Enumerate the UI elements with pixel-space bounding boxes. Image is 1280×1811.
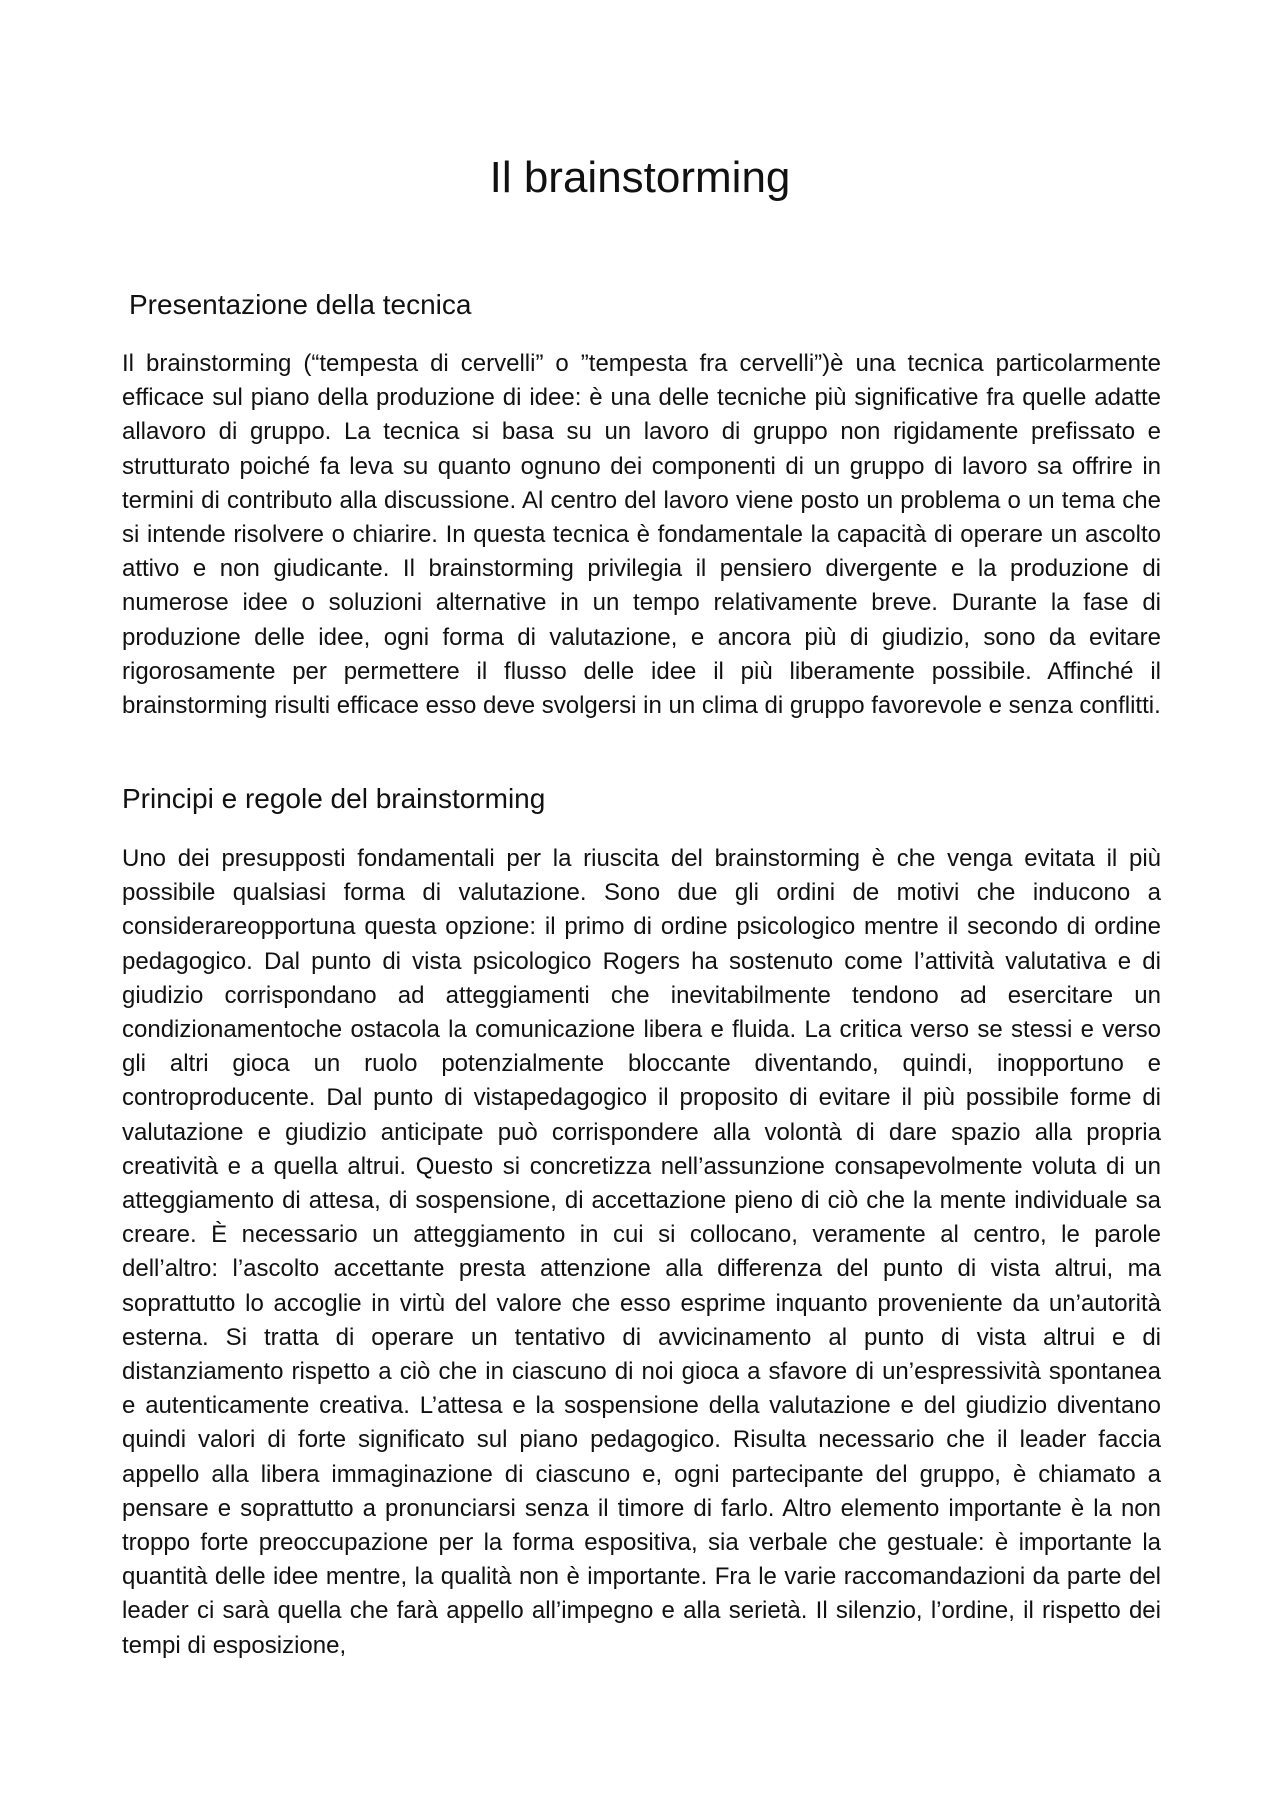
section-paragraph-presentazione: Il brainstorming (“tempesta di cervelli” o ”tempesta fra cervelli”)è una tecnica particolarmente efficace sul piano della produzione di idee: è una delle tecniche più significative fra quelle adatte allavoro di gruppo. La tecnica si basa su un lavoro di gruppo non rigidamente prefissato e strutturato poiché fa leva su quanto ognuno dei componenti di un gruppo di lavoro sa offrire in termini di contributo alla discussione. Al centro del lavoro viene posto un problema o un tema che si intende risolvere o chiarire. In questa tecnica è fondamentale la capacità di operare un ascolto attivo e non giudicante. Il brainstorming privilegia il pensiero divergente e la produzione di numerose idee o soluzioni alternative in un tempo relativamente breve. Durante la fase di produzione delle idee, ogni forma di valutazione, e ancora più di giudizio, sono da evitare rigorosamente per permettere il flusso delle idee il più liberamente possibile. Affinché il brainstorming risulti efficace esso deve svolgersi in un clima di gruppo favorevole e senza conflitti.	[122, 350, 1161, 720]
section-heading-presentazione: Presentazione della tecnica	[129, 289, 472, 320]
section-paragraph-principi: Uno dei presupposti fondamentali per la riuscita del brainstorming è che venga evitata il più possibile qualsiasi forma di valutazione. Sono due gli ordini de motivi che inducono a considerareopportuna questa opzione: il primo di ordine psicologico mentre il secondo di ordine pedagogico. Dal punto di vista psicologico Rogers ha sostenuto come l’attività valutativa e di giudizio corrispondano ad atteggiamenti che inevitabilmente tendono ad esercitare un condizionamentoche ostacola la comunicazione libera e fluida. La critica verso se stessi e verso gli altri gioca un ruolo potenzialmente bloccante diventando, quindi, inopportuno e controproducente. Dal punto di vistapedagogico il proposito di evitare il più possibile forme di valutazione e giudizio anticipate può corrispondere alla volontà di dare spazio alla propria creatività e a quella altrui. Questo si concretizza nell’assunzione consapevolmente voluta di un atteggiamento di attesa, di sospensione, di accettazione pieno di ciò che la mente individuale sa creare. È necessario un atteggiamento in cui si collocano, veramente al centro, le parole dell’altro: l’ascolto accettante presta attenzione alla differenza del punto di vista altrui, ma soprattutto lo accoglie in virtù del valore che esso esprime inquanto proveniente da un’autorità esterna. Si tratta di operare un tentativo di avvicinamento al punto di vista altrui e di distanziamento rispetto a ciò che in ciascuno di noi gioca a sfavore di un’espressività spontanea e autenticamente creativa. L’attesa e la sospensione della valutazione e del giudizio diventano quindi valori di forte significato sul piano pedagogico. Risulta necessario che il leader faccia appello alla libera immaginazione di ciascuno e, ogni partecipante del gruppo, è chiamato a pensare e soprattutto a pronunciarsi senza il timore di farlo. Altro elemento importante è la non troppo forte preoccupazione per la forma espositiva, sia verbale che gestuale: è importante la quantità delle idee mentre, la qualità non è importante. Fra le varie raccomandazioni da parte del leader ci sarà quella che farà appello all’impegno e alla serietà. Il silenzio, l’ordine, il rispetto dei tempi di esposizione,	[122, 845, 1161, 1659]
section-heading-principi: Principi e regole del brainstorming	[122, 783, 546, 814]
document-title: Il brainstorming	[489, 153, 791, 202]
